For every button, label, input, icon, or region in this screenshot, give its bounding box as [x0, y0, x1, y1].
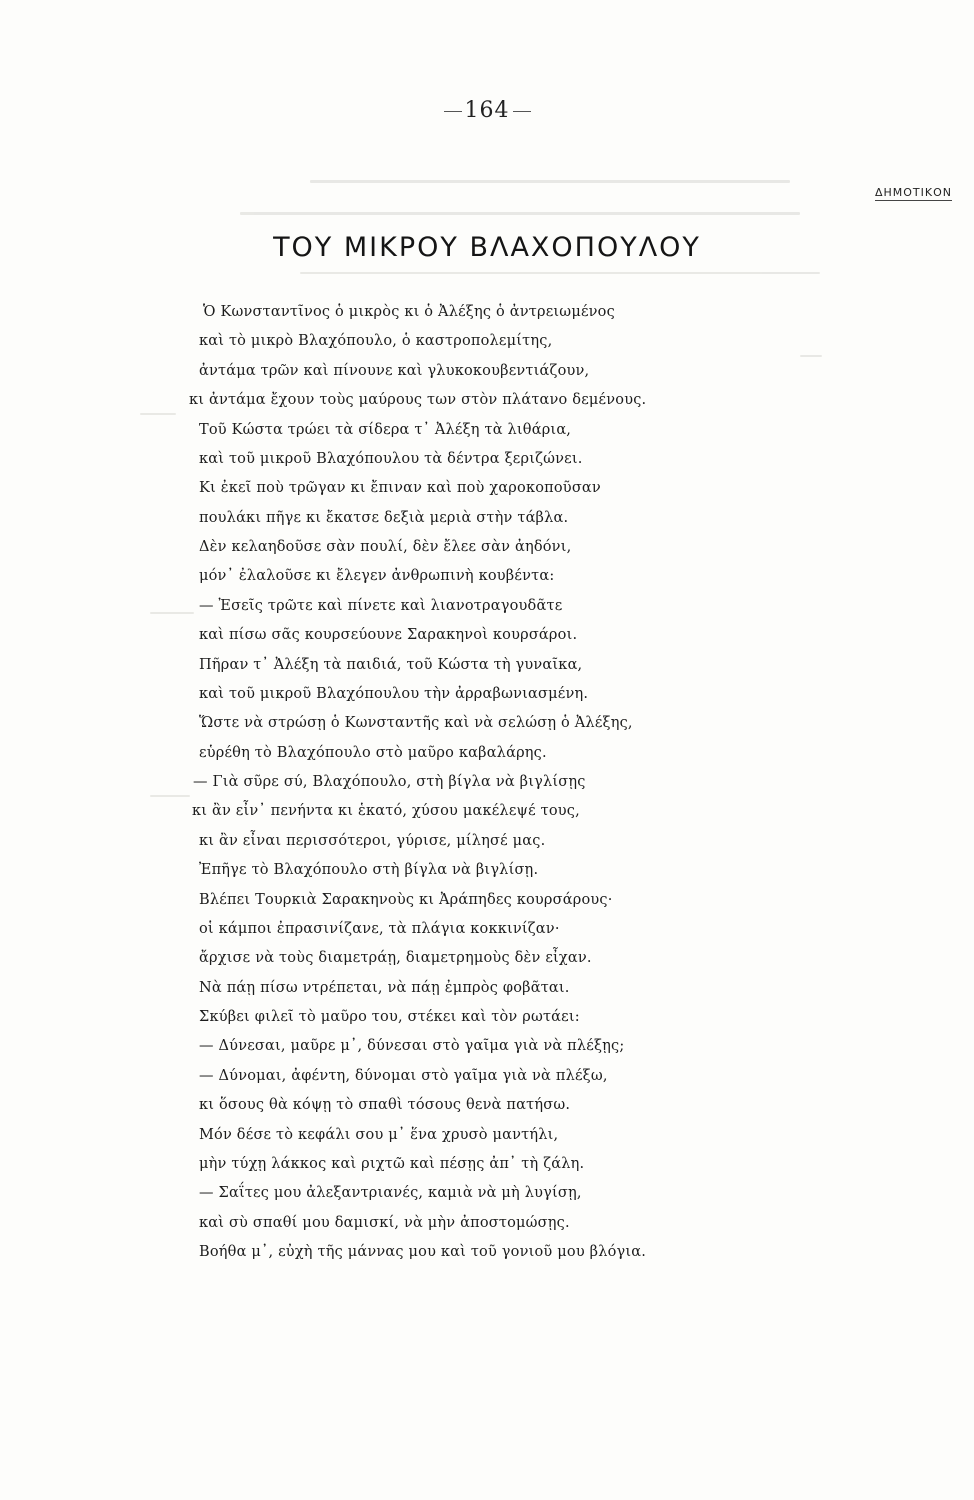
poem-line: μὴν τύχῃ λάκκος καὶ ριχτῶ καὶ πέσῃς ἀπ᾽ τὴ ζάλη.: [199, 1155, 585, 1172]
poem-body: [0, 298, 974, 1267]
poem-line: Βοήθα μ᾽, εὐχὴ τῆς μάννας μου καὶ τοῦ γονιοῦ μου βλόγια.: [199, 1244, 647, 1260]
poem-line: κι ἀντάμα ἔχουν τοὺς μαύρους των στὸν πλάτανο δεμένους.: [189, 392, 647, 409]
poem-line: Ὥστε νὰ στρώσῃ ὁ Κωνσταντῆς καὶ νὰ σελώσῃ ὁ Ἀλέξης,: [199, 715, 633, 732]
poem-line: ἄρχισε νὰ τοὺς διαμετράῃ, διαμετρημοὺς δὲν εἶχαν.: [199, 950, 592, 967]
poem-line: Σκύβει φιλεῖ τὸ μαῦρο του, στέκει καὶ τὸν ρωτάει:: [199, 1009, 580, 1025]
poem-line: Πῆραν τ᾽ Ἀλέξη τὰ παιδιά, τοῦ Κώστα τὴ γυναῖκα,: [199, 656, 583, 673]
poem-title: ΤΟΥ ΜΙΚΡΟΥ ΒΛΑΧΟΠΟΥΛΟΥ: [273, 232, 701, 263]
poem-line: κι ἂν εἶν᾽ πενήντα κι ἑκατό, χύσου μακέλεψέ τους,: [192, 803, 580, 820]
poem-line: — Δύνεσαι, μαῦρε μ᾽, δύνεσαι στὸ γαῖμα γιὰ νὰ πλέξῃς;: [199, 1038, 625, 1055]
poem-line: — Γιὰ σῦρε σύ, Βλαχόπουλο, στὴ βίγλα νὰ βιγλίσῃς: [193, 774, 586, 790]
poem-line: οἱ κάμποι ἐπρασινίζανε, τὰ πλάγια κοκκινίζαν·: [199, 920, 560, 937]
poem-line: μόν᾽ ἐλαλοῦσε κι ἔλεγεν ἀνθρωπινὴ κουβέντα:: [199, 568, 555, 585]
poem-line: Δὲν κελαηδοῦσε σὰν πουλί, δὲν ἔλεε σὰν ἀηδόνι,: [199, 539, 572, 555]
page-number: 164: [0, 98, 974, 123]
poem-line: κι ἂν εἶναι περισσότεροι, γύρισε, μίλησέ μας.: [199, 832, 546, 849]
poem-line: ἀντάμα τρῶν καὶ πίνουνε καὶ γλυκοκουβεντιάζουν,: [199, 362, 590, 379]
poem-line: κι ὅσους θὰ κόψῃ τὸ σπαθὶ τόσους θενὰ πατήσω.: [199, 1097, 571, 1114]
poem-line: — Σαΐτες μου ἀλεξαντριανές, καμιὰ νὰ μὴ λυγίσῃ,: [199, 1185, 582, 1202]
poem-line: Τοῦ Κώστα τρώει τὰ σίδερα τ᾽ Ἀλέξη τὰ λιθάρια,: [199, 421, 572, 438]
poem-line: καὶ τοῦ μικροῦ Βλαχόπουλου τὴν ἀρραβωνιασμένη.: [199, 685, 589, 702]
poem-line: Βλέπει Τουρκιὰ Σαρακηνοὺς κι Ἀράπηδες κουρσάρους·: [199, 891, 613, 908]
poem-line: καὶ τὸ μικρὸ Βλαχόπουλο, ὁ καστροπολεμίτης,: [199, 333, 553, 350]
poem-line: καὶ πίσω σᾶς κουρσεύουνε Σαρακηνοὶ κουρσάροι.: [199, 627, 578, 644]
poem-line: — Δύνομαι, ἀφέντη, δύνομαι στὸ γαῖμα γιὰ νὰ πλέξω,: [199, 1067, 608, 1084]
poem-line: Κι ἐκεῖ ποὺ τρῶγαν κι ἔπιναν καὶ ποὺ χαροκοποῦσαν: [199, 480, 601, 497]
poem-line: Μόν δέσε τὸ κεφάλι σου μ᾽ ἕνα χρυσὸ μαντήλι,: [199, 1126, 559, 1143]
poem-line: πουλάκι πῆγε κι ἔκατσε δεξιὰ μεριὰ στὴν τάβλα.: [199, 509, 569, 526]
poem-line: καὶ σὺ σπαθί μου δαμισκί, νὰ μὴν ἀποστομώσῃς.: [199, 1214, 570, 1231]
poem-line: καὶ τοῦ μικροῦ Βλαχόπουλου τὰ δέντρα ξεριζώνει.: [199, 450, 583, 467]
poem-line: Νὰ πάῃ πίσω ντρέπεται, νὰ πάῃ ἐμπρὸς φοβᾶται.: [199, 979, 570, 996]
poem-line: εὑρέθη τὸ Βλαχόπουλο στὸ μαῦρο καβαλάρης.: [199, 744, 547, 761]
poem-line: — Ἐσεῖς τρῶτε καὶ πίνετε καὶ λιανοτραγουδᾶτε: [199, 597, 563, 614]
poem-line: Ὁ Κωνσταντῖνος ὁ μικρὸς κι ὁ Ἀλέξης ὁ ἀντρειωμένος: [203, 304, 615, 320]
section-tag: ΔΗΜΟΤΙΚΟΝ: [874, 186, 952, 199]
poem-line: Ἐπῆγε τὸ Βλαχόπουλο στὴ βίγλα νὰ βιγλίσῃ.: [199, 862, 539, 879]
